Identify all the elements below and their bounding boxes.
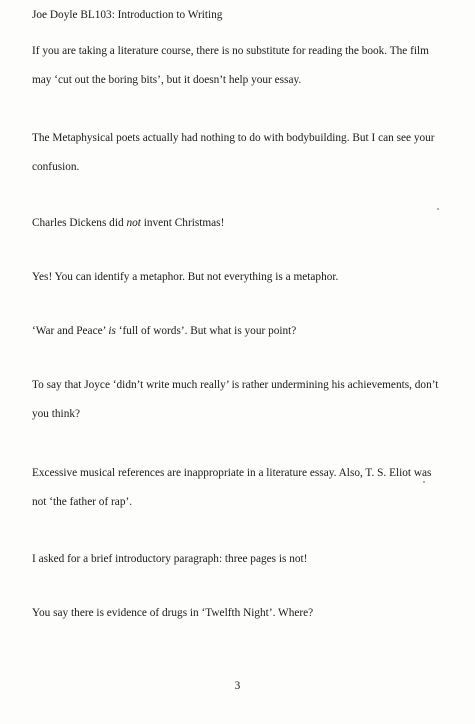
- paragraph-line: not ‘the father of rap’.: [32, 496, 133, 508]
- paragraph-line: Yes! You can identify a metaphor. But not everything is a metaphor.: [32, 271, 339, 283]
- paragraph-introductory: [32, 545, 452, 574]
- paragraph-line: If you are taking a literature course, there is no substitute for reading the book. The film: [32, 45, 429, 57]
- paragraph-line: may ‘cut out the boring bits’, but it doesn’t help your essay.: [32, 74, 302, 86]
- paragraph-line: [32, 209, 452, 238]
- paragraph-war-and-peace: [32, 317, 452, 346]
- page-number: 3: [234, 680, 241, 692]
- emphasis-text: not: [126, 217, 141, 229]
- paragraph-line: you think?: [32, 408, 81, 420]
- text-run: ‘War and Peace’: [32, 325, 109, 337]
- paragraph-line: Excessive musical references are inappropriate in a literature essay. Also, T. S. Eliot was: [32, 467, 432, 479]
- paragraph-metaphor: [32, 263, 452, 292]
- paragraph-line: The Metaphysical poets actually had nothing to do with bodybuilding. But I can see your: [32, 132, 435, 144]
- paragraph-musical-references: [32, 459, 452, 517]
- scan-speck: [437, 208, 439, 210]
- paragraph-line: You say there is evidence of drugs in ‘Twelfth Night’. Where?: [32, 607, 314, 619]
- paragraph-dickens: [32, 209, 452, 238]
- paragraph-line: I asked for a brief introductory paragraph: three pages is not!: [32, 553, 308, 565]
- paragraph-line: To say that Joyce ‘didn’t write much really’ is rather undermining his achievements, don’t: [32, 379, 439, 391]
- paragraph-line: [32, 317, 452, 346]
- text-run: ‘full of words’. But what is your point?: [115, 325, 297, 337]
- paragraph-twelfth-night: [32, 599, 452, 628]
- scan-speck: [423, 481, 425, 483]
- emphasis-text: is: [108, 325, 116, 337]
- paragraph-joyce: [32, 371, 452, 429]
- text-run: invent Christmas!: [140, 217, 225, 229]
- paragraph-reading: [32, 37, 452, 95]
- paragraph-metaphysical-poets: [32, 124, 452, 182]
- document-header: Joe Doyle BL103: Introduction to Writing: [32, 9, 223, 21]
- paragraph-line: confusion.: [32, 161, 80, 173]
- text-run: Charles Dickens did: [32, 217, 127, 229]
